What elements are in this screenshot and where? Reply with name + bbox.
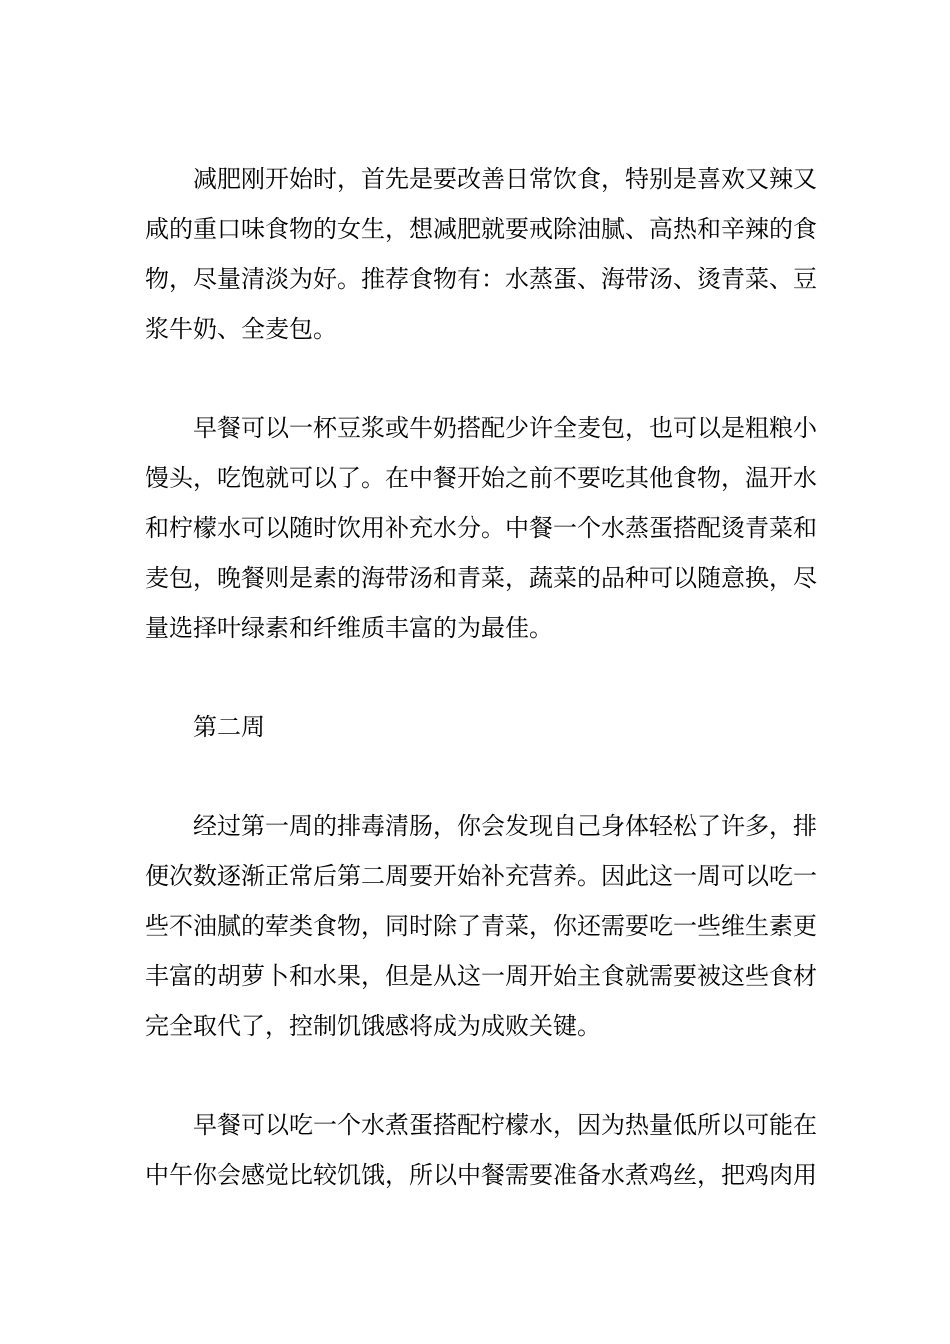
text-line: 物，尽量清淡为好。推荐食物有：水蒸蛋、海带汤、烫青菜、豆 [145, 265, 817, 293]
text-line: 早餐可以吃一个水煮蛋搭配柠檬水，因为热量低所以可能在 [193, 1111, 817, 1139]
text-line: 和柠檬水可以随时饮用补充水分。中餐一个水蒸蛋搭配烫青菜和 [145, 514, 817, 542]
text-line: 减肥刚开始时，首先是要改善日常饮食，特别是喜欢又辣又 [193, 165, 817, 193]
document-page [145, 154, 817, 1249]
paragraph-week2-meals [145, 1100, 817, 1200]
text-line: 丰富的胡萝卜和水果，但是从这一周开始主食就需要被这些食材 [145, 962, 817, 990]
text-line: 麦包，晚餐则是素的海带汤和青菜，蔬菜的品种可以随意换，尽 [145, 564, 817, 592]
text-line: 早餐可以一杯豆浆或牛奶搭配少许全麦包，也可以是粗粮小 [193, 414, 817, 442]
paragraph-week1-meals [145, 403, 817, 653]
text-line: 些不油腻的荤类食物，同时除了青菜，你还需要吃一些维生素更 [145, 912, 817, 940]
text-line: 中午你会感觉比较饥饿，所以中餐需要准备水煮鸡丝，把鸡肉用 [145, 1161, 817, 1189]
paragraph-diet-intro [145, 154, 817, 354]
text-line: 完全取代了，控制饥饿感将成为成败关键。 [145, 1012, 601, 1040]
text-line: 便次数逐渐正常后第二周要开始补充营养。因此这一周可以吃一 [145, 862, 817, 890]
text-line: 经过第一周的排毒清肠，你会发现自己身体轻松了许多，排 [193, 812, 817, 840]
text-line: 浆牛奶、全麦包。 [145, 315, 337, 343]
text-line: 咸的重口味食物的女生，想减肥就要戒除油腻、高热和辛辣的食 [145, 215, 817, 243]
paragraph-week2-intro [145, 801, 817, 1051]
text-line: 馒头，吃饱就可以了。在中餐开始之前不要吃其他食物，温开水 [145, 464, 817, 492]
section-heading-week2 [145, 702, 810, 752]
text-line: 量选择叶绿素和纤维质丰富的为最佳。 [145, 614, 553, 642]
heading-text: 第二周 [193, 713, 265, 741]
